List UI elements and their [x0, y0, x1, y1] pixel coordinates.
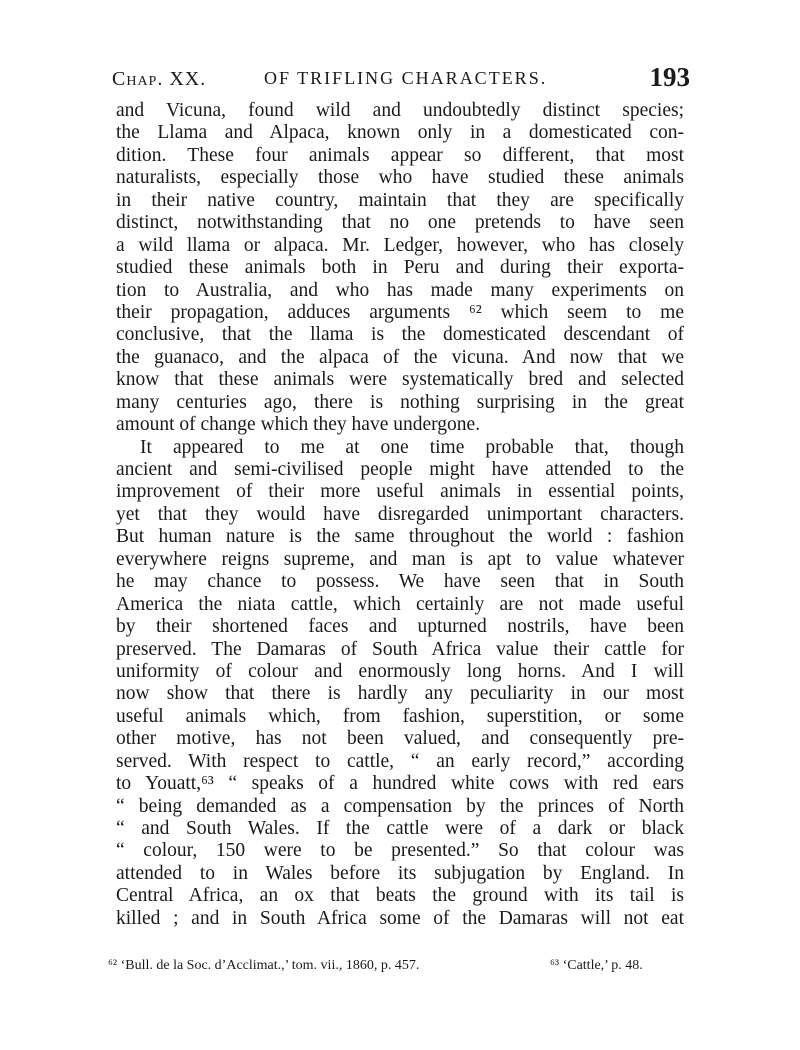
text-line: conclusive, that the llama is the domesticated descendant of: [116, 324, 684, 346]
text-line: “ colour, 150 were to be presented.” So that colour was: [116, 840, 684, 862]
text-line: killed ; and in South Africa some of the Damaras will not eat: [116, 907, 684, 929]
text-line: yet that they would have disregarded unimportant characters.: [116, 503, 684, 525]
text-line: “ and South Wales. If the cattle were of a dark or black: [116, 818, 684, 839]
text-line: tion to Australia, and who has made many experiments on: [116, 279, 684, 301]
text-line: Central Africa, an ox that beats the ground with its tail is: [116, 885, 684, 907]
text-line: know that these animals were systematically bred and selected: [116, 369, 684, 391]
text-line: now show that there is hardly any peculiarity in our most: [116, 683, 684, 705]
footnote-62: ⁶² ‘Bull. de la Soc. d’Acclimat.,’ tom. vii., 1860, p. 457.: [108, 958, 420, 973]
text-line: the Llama and Alpaca, known only in a domesticated con-: [116, 122, 684, 144]
text-line: useful animals which, from fashion, superstition, or some: [116, 705, 684, 727]
paragraph-first-line: It appeared to me at one time probable that, though: [140, 436, 684, 458]
text-line: dition. These four animals appear so different, that most: [116, 144, 684, 166]
text-line: he may chance to possess. We have seen that in South: [116, 571, 684, 593]
footnote-63: ⁶³ ‘Cattle,’ p. 48.: [550, 958, 643, 973]
text-line: a wild llama or alpaca. Mr. Ledger, however, who has closely: [116, 234, 684, 256]
text-line: naturalists, especially those who have studied these animals: [116, 167, 684, 189]
text-line: improvement of their more useful animals in essential points,: [116, 481, 684, 503]
text-line: America the niata cattle, which certainly are not made useful: [116, 593, 684, 615]
text-line: uniformity of colour and enormously long horns. And I will: [116, 660, 684, 682]
text-line: attended to in Wales before its subjugation by England. In: [116, 862, 684, 884]
text-line: their propagation, adduces arguments ⁶² which seem to me: [116, 301, 684, 323]
text-line: ancient and semi-civilised people might have attended to the: [116, 459, 684, 480]
text-line: by their shortened faces and upturned nostrils, have been: [116, 616, 684, 638]
running-head: [112, 62, 690, 94]
text-line: to Youatt,⁶³ “ speaks of a hundred white cows with red ears: [116, 773, 684, 795]
text-line: studied these animals both in Peru and during their exporta-: [116, 257, 684, 279]
text-line: served. With respect to cattle, “ an early record,” according: [116, 750, 684, 772]
text-line: everywhere reigns supreme, and man is apt to value whatever: [116, 548, 684, 570]
chapter-label: Chap. XX.: [112, 68, 207, 90]
body-text: [116, 100, 684, 930]
page-number: 193: [649, 62, 690, 92]
text-line: other motive, has not been valued, and consequently pre-: [116, 728, 684, 750]
text-line: the guanaco, and the alpaca of the vicuna. And now that we: [116, 346, 684, 368]
text-line: preserved. The Damaras of South Africa value their cattle for: [116, 638, 684, 660]
text-line: But human nature is the same throughout the world : fashion: [116, 526, 684, 548]
text-line: in their native country, maintain that they are specifically: [116, 189, 684, 211]
text-line: and Vicuna, found wild and undoubtedly distinct species;: [116, 100, 684, 121]
text-line: distinct, notwithstanding that no one pretends to have seen: [116, 212, 684, 234]
text-line: “ being demanded as a compensation by the princes of North: [116, 795, 684, 817]
text-line: many centuries ago, there is nothing surprising in the great: [116, 391, 684, 413]
paragraph-last-line: amount of change which they have undergone.: [116, 414, 481, 436]
running-title: OF TRIFLING CHARACTERS.: [264, 68, 548, 88]
